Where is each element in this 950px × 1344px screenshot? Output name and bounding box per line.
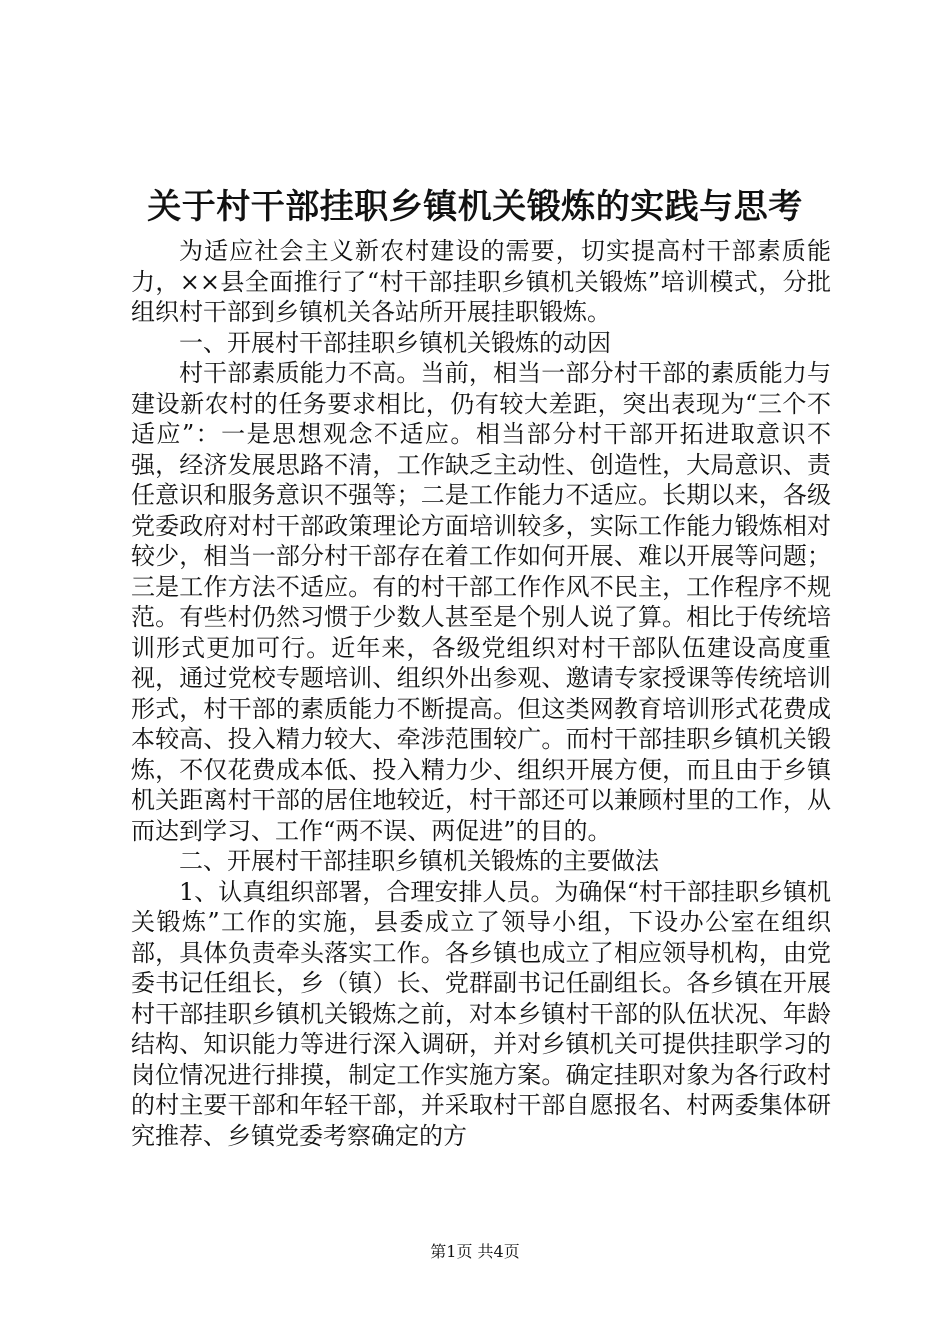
document-body	[131, 236, 831, 1151]
section-heading-1: 一、开展村干部挂职乡镇机关锻炼的动因	[179, 328, 611, 357]
document-title: 关于村干部挂职乡镇机关锻炼的实践与思考	[147, 187, 803, 227]
section-heading-2: 二、开展村干部挂职乡镇机关锻炼的主要做法	[179, 847, 659, 875]
section-1-paragraph: 村干部素质能力不高。当前，相当一部分村干部的素质能力与建设新农村的任务要求相比，仍有较大差距，突出表现为“三个不适应”：一是思想观念不适应。相当部分村干部开拓进取意识不强，经济发展思路不清，工作缺乏主动性、创造性，大局意识、责任意识和服务意识不强等；二是工作能力不适应。长期以来，各级党委政府对村干部政策理论方面培训较多，实际工作能力锻炼相对较少，相当一部分村干部存在着工作如何开展、难以开展等问题；三是工作方法不适应。有的村干部工作作风不民主，工作程序不规范。有些村仍然习惯于少数人甚至是个别人说了算。相比于传统培训形式更加可行。近年来，各级党组织对村干部队伍建设高度重视，通过党校专题培训、组织外出参观、邀请专家授课等传统培训形式，村干部的素质能力不断提高。但这类网教育培训形式花费成本较高、投入精力较大、牵涉范围较广。而村干部挂职乡镇机关锻炼，不仅花费成本低、投入精力少、组织开展方便，而且由于乡镇机关距离村干部的居住地较近，村干部还可以兼顾村里的工作，从而达到学习、工作“两不误、两促进”的目的。	[131, 359, 831, 845]
page-number-footer: 第1页 共4页	[430, 1242, 520, 1261]
intro-paragraph: 为适应社会主义新农村建设的需要，切实提高村干部素质能力，××县全面推行了“村干部挂职乡镇机关锻炼”培训模式，分批组织村干部到乡镇机关各站所开展挂职锻炼。	[131, 237, 831, 326]
section-2-paragraph: 1、认真组织部署，合理安排人员。为确保“村干部挂职乡镇机关锻炼”工作的实施，县委成立了领导小组，下设办公室在组织部，具体负责牵头落实工作。各乡镇也成立了相应领导机构，由党委书记任组长，乡（镇）长、党群副书记任副组长。各乡镇在开展村干部挂职乡镇机关锻炼之前，对本乡镇村干部的队伍状况、年龄结构、知识能力等进行深入调研，并对乡镇机关可提供挂职学习的岗位情况进行排摸，制定工作实施方案。确定挂职对象为各行政村的村主要干部和年轻干部，并采取村干部自愿报名、村两委集体研究推荐、乡镇党委考察确定的方	[131, 877, 831, 1150]
